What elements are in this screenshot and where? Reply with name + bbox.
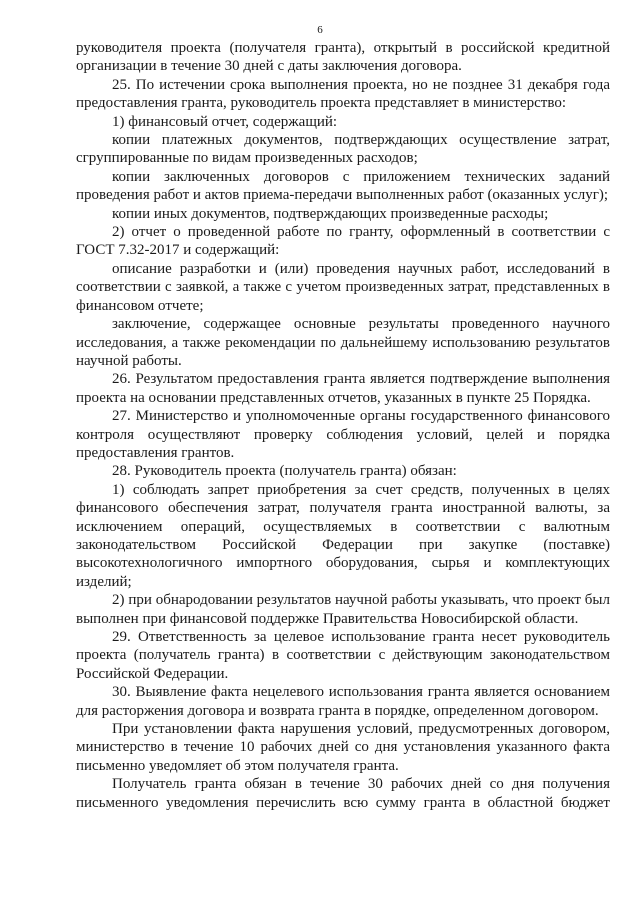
paragraph: 25. По истечении срока выполнения проекта, но не позднее 31 декабря года предоставления гранта, руководитель проекта представляет в министерство: [76,76,610,112]
paragraph: 27. Министерство и уполномоченные органы государственного финансового контроля осуществляют проверку соблюдения условий, целей и порядка предоставления грантов. [76,408,611,461]
page-number: 6 [317,24,323,36]
paragraph: описание разработки и (или) проведения научных работ, исследований в соответствии с заявкой, а также с учетом произведенных затрат, представленных в финансовом отчете; [76,260,611,314]
document-body [76,39,610,812]
paragraph: 2) при обнародовании результатов научной работы указывать, что проект был выполнен при финансовой поддержке Правительства Новосибирской области. [76,592,610,627]
paragraph: заключение, содержащее основные результаты проведенного научного исследования, а также рекомендации по дальнейшему использованию результатов научной работы. [76,316,610,369]
paragraph: При установлении факта нарушения условий, предусмотренных договором, министерство в течение 10 рабочих дней со дня установления указанного факта письменно уведомляет об этом получателя гранта. [76,721,610,774]
paragraph: копии платежных документов, подтверждающих осуществление затрат, сгруппированные по видам произведенных расходов; [76,132,610,167]
paragraph: Получатель гранта обязан в течение 30 рабочих дней со дня получения письменного уведомления перечислить всю сумму гранта в областной бюджет [76,776,610,811]
paragraph: 29. Ответственность за целевое использование гранта несет руководитель проекта (получатель гранта) в соответствии с действующим законодательством Российской Федерации. [76,629,610,682]
paragraph: 26. Результатом предоставления гранта является подтверждение выполнения проекта на основании представленных отчетов, указанных в пункте 25 Порядка. [76,371,611,406]
paragraph: 1) соблюдать запрет приобретения за счет средств, полученных в целях финансового обеспечения затрат, получателя гранта иностранной валюты, за исключением операций, осуществляемых в соответствии с валютным законодательством Российской Федерации при закупке (поставке) высокотехнологичного импортного оборудования, сырья и комплектующих изделий; [76,481,610,590]
paragraph: 2) отчет о проведенной работе по гранту, оформленный в соответствии с ГОСТ 7.32-2017 и содержащий: [76,224,610,259]
paragraph: 1) финансовый отчет, содержащий: [112,113,338,130]
paragraph: копии заключенных договоров с приложением технических заданий проведения работ и актов приема-передачи выполненных работ (оказанных услуг); [76,168,610,204]
paragraph: 28. Руководитель проекта (получатель гранта) обязан: [112,463,457,480]
paragraph: 30. Выявление факта нецелевого использования гранта является основанием для расторжения договора и возврата гранта в порядке, определенном договором. [76,684,610,719]
paragraph: руководителя проекта (получателя гранта), открытый в российской кредитной организации в течение 30 дней с даты заключения договора. [76,40,610,75]
paragraph: копии иных документов, подтверждающих произведенные расходы; [112,205,549,222]
